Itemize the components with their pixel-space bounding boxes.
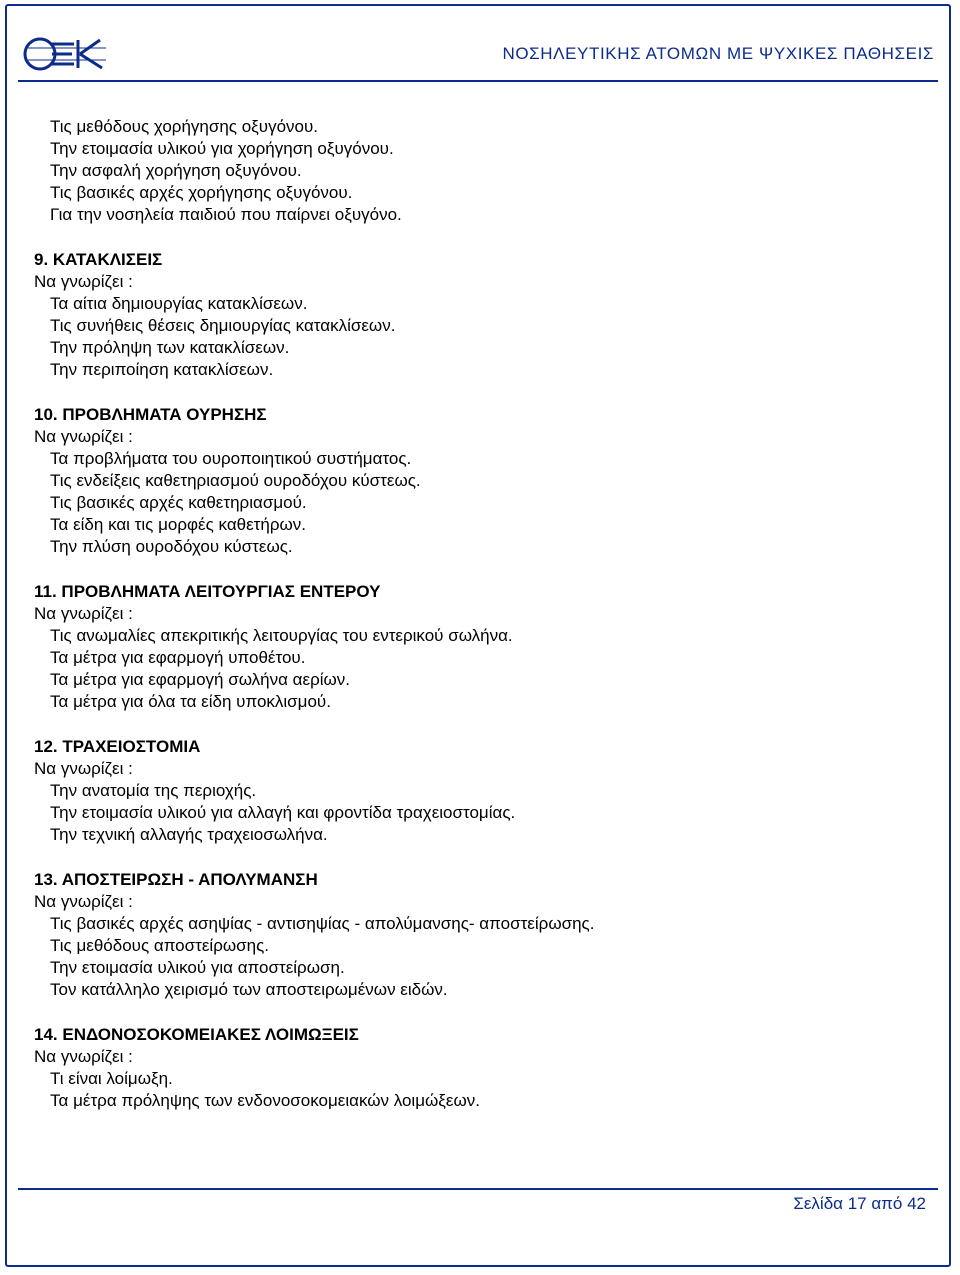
section-subtitle: Να γνωρίζει : bbox=[34, 892, 133, 911]
section-heading: 11. ΠΡΟΒΛΗΜΑΤΑ ΛΕΙΤΟΥΡΓΙΑΣ ΕΝΤΕΡΟΥ bbox=[34, 582, 381, 601]
list-item: Τις συνήθεις θέσεις δημιουργίας κατακλίσεων. bbox=[50, 316, 396, 335]
list-item: Για την νοσηλεία παιδιού που παίρνει οξυγόνο. bbox=[50, 205, 402, 224]
list-item: Την ετοιμασία υλικού για αλλαγή και φροντίδα τραχειοστομίας. bbox=[50, 803, 516, 822]
list-item: Τα μέτρα πρόληψης των ενδονοσοκομειακών λοιμώξεων. bbox=[50, 1091, 480, 1110]
list-item: Τι είναι λοίμωξη. bbox=[50, 1069, 173, 1088]
section-14 bbox=[34, 1024, 914, 1112]
list-item: Τα μέτρα για εφαρμογή σωλήνα αερίων. bbox=[50, 670, 351, 689]
list-item: Την ετοιμασία υλικού για χορήγηση οξυγόνου. bbox=[50, 139, 394, 158]
section-10 bbox=[34, 404, 914, 558]
section-heading: 12. ΤΡΑΧΕΙΟΣΤΟΜΙΑ bbox=[34, 737, 201, 756]
list-item: Την πλύση ουροδόχου κύστεως. bbox=[50, 537, 293, 556]
page-content bbox=[34, 116, 914, 1112]
list-item: Τα αίτια δημιουργίας κατακλίσεων. bbox=[50, 294, 308, 313]
list-item: Τα μέτρα για εφαρμογή υποθέτου. bbox=[50, 648, 306, 667]
section-subtitle: Να γνωρίζει : bbox=[34, 272, 133, 291]
list-item: Τις μεθόδους αποστείρωσης. bbox=[50, 936, 269, 955]
section-heading: 14. ΕΝΔΟΝΟΣΟΚΟΜΕΙΑΚΕΣ ΛΟΙΜΩΞΕΙΣ bbox=[34, 1025, 359, 1044]
section-12 bbox=[34, 736, 914, 846]
section-subtitle: Να γνωρίζει : bbox=[34, 759, 133, 778]
list-item: Τα είδη και τις μορφές καθετήρων. bbox=[50, 515, 307, 534]
list-item: Την περιποίηση κατακλίσεων. bbox=[50, 360, 274, 379]
list-item: Τις βασικές αρχές καθετηριασμού. bbox=[50, 493, 307, 512]
section-subtitle: Να γνωρίζει : bbox=[34, 427, 133, 446]
section-heading: 13. ΑΠΟΣΤΕΙΡΩΣΗ - ΑΠΟΛΥΜΑΝΣΗ bbox=[34, 870, 318, 889]
page-header bbox=[18, 34, 938, 78]
list-item: Τις βασικές αρχές χορήγησης οξυγόνου. bbox=[50, 183, 353, 202]
footer-divider bbox=[18, 1188, 938, 1190]
document-title: ΝΟΣΗΛΕΥΤΙΚΗΣ ΑΤΟΜΩΝ ΜΕ ΨΥΧΙΚΕΣ ΠΑΘΗΣΕΙΣ bbox=[502, 44, 934, 63]
section-heading: 9. ΚΑΤΑΚΛΙΣΕΙΣ bbox=[34, 250, 163, 269]
section-heading: 10. ΠΡΟΒΛΗΜΑΤΑ ΟΥΡΗΣΗΣ bbox=[34, 405, 267, 424]
section-subtitle: Να γνωρίζει : bbox=[34, 1047, 133, 1066]
list-item: Την ασφαλή χορήγηση οξυγόνου. bbox=[50, 161, 302, 180]
list-item: Τις ανωμαλίες απεκριτικής λειτουργίας του εντερικού σωλήνα. bbox=[50, 626, 513, 645]
list-item: Την τεχνική αλλαγής τραχειοσωλήνα. bbox=[50, 825, 328, 844]
list-item: Τον κατάλληλο χειρισμό των αποστειρωμένων ειδών. bbox=[50, 980, 448, 999]
list-item: Την πρόληψη των κατακλίσεων. bbox=[50, 338, 290, 357]
section-9 bbox=[34, 249, 914, 381]
section-13 bbox=[34, 869, 914, 1001]
section-subtitle: Να γνωρίζει : bbox=[34, 604, 133, 623]
cek-logo bbox=[22, 34, 108, 74]
list-item: Τις βασικές αρχές ασηψίας - αντισηψίας - απολύμανσης- αποστείρωσης. bbox=[50, 914, 595, 933]
list-item: Τα προβλήματα του ουροποιητικού συστήματος. bbox=[50, 449, 412, 468]
section-11 bbox=[34, 581, 914, 713]
list-item: Την ανατομία της περιοχής. bbox=[50, 781, 257, 800]
list-item: Τις μεθόδους χορήγησης οξυγόνου. bbox=[50, 117, 319, 136]
intro-list bbox=[34, 116, 914, 226]
list-item: Την ετοιμασία υλικού για αποστείρωση. bbox=[50, 958, 345, 977]
list-item: Τις ενδείξεις καθετηριασμού ουροδόχου κύστεως. bbox=[50, 471, 421, 490]
page-number: Σελίδα 17 από 42 bbox=[793, 1194, 926, 1213]
header-divider bbox=[18, 80, 938, 82]
list-item: Τα μέτρα για όλα τα είδη υποκλισμού. bbox=[50, 692, 331, 711]
